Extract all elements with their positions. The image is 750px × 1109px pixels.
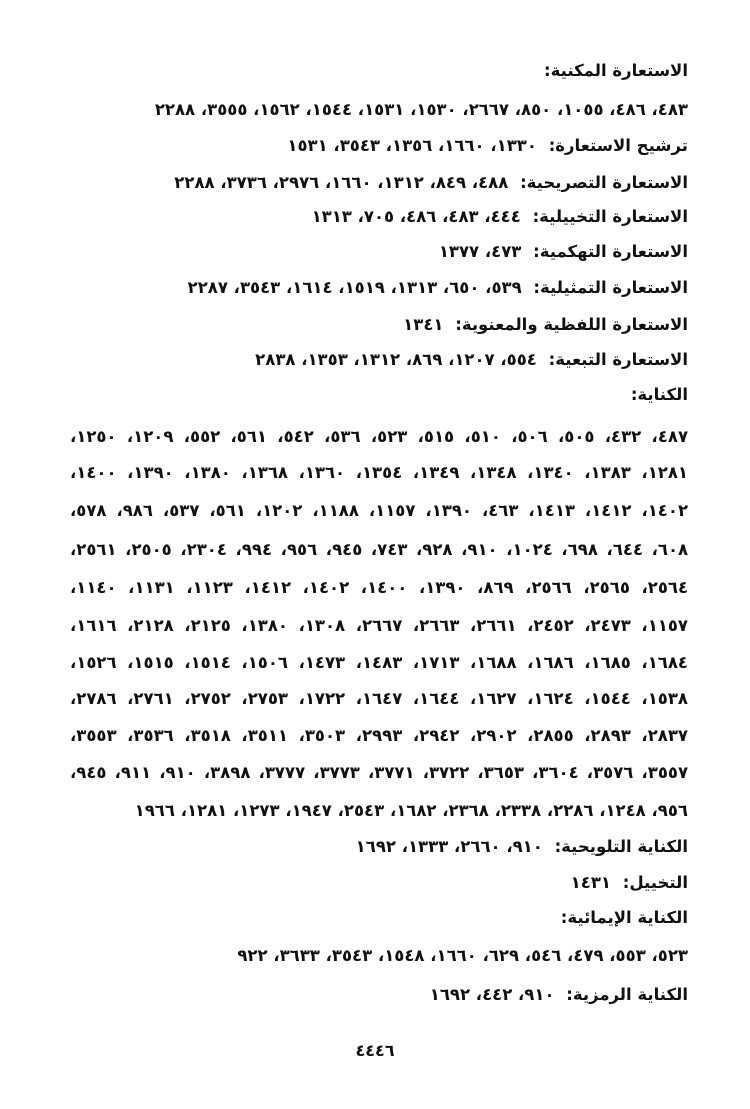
entry-numbers: ٥٥٤، ١٢٠٧، ٨٦٩، ١٣١٢، ١٣٥٣، ٢٨٣٨ <box>255 350 537 369</box>
entry-line <box>70 834 688 860</box>
entry-numbers: ٩١٠، ٢٦٦٠، ١٣٣٣، ١٦٩٢ <box>355 837 543 856</box>
entry-line <box>70 870 688 896</box>
kinaya-line: ١٤٠٢، ١٤١٢، ١٤١٣، ٤٦٣، ١٣٩٠، ١١٥٧، ١١٨٨، ١٢٠٢، ٥٦١، ٥٣٧، ٩٨٦، ٥٧٨، <box>70 501 688 520</box>
kinaya-line: ١١٥٧، ٢٤٧٣، ٢٤٥٢، ٢٦٦١، ٢٦٦٣، ٢٦٦٧، ١٣٠٨، ١٣٨٠، ٢١٢٥، ٢١٢٨، ١٦١٦، <box>70 616 688 635</box>
page-number: ٤٤٤٦ <box>355 1041 395 1060</box>
entry-label: الكناية التلويحية: <box>554 837 688 856</box>
kinaya-line: ١٥٣٨، ١٥٤٤، ١٦٢٤، ١٦٢٧، ١٦٤٤، ١٦٤٧، ١٧٢٢، ٢٧٥٣، ٢٧٥٢، ٢٧٦١، ٢٧٨٦، <box>70 689 688 708</box>
kinaya-line: ٦٠٨، ٦٤٤، ٦٩٨، ١٠٢٤، ٩١٠، ٩٢٨، ٧٤٣، ٩٤٥، ٩٥٦، ٩٩٤، ٢٣٠٤، ٢٥٠٥، ٢٥٦١، <box>70 540 688 559</box>
entry-line <box>70 133 688 159</box>
entry-line <box>70 982 688 1008</box>
entry-line <box>70 170 688 196</box>
entry-numbers: ٩١٠، ٤٤٢، ١٦٩٢ <box>429 985 555 1004</box>
entry-label: التخييل: <box>622 873 688 892</box>
entry-line <box>70 312 688 338</box>
entry-line <box>70 905 688 931</box>
entry-line <box>70 347 688 373</box>
entry-numbers: ١٤٣١ <box>570 873 611 892</box>
entry-line <box>70 204 688 230</box>
entry-line <box>70 58 688 84</box>
entry-numbers: ٥٢٣، ٥٥٣، ٤٧٩، ٥٤٦، ٦٢٩، ١٦٦٠، ١٥٤٨، ٣٥٤٣، ٣٦٣٣، ٩٢٢ <box>237 946 688 965</box>
entry-numbers: ٤٨٨، ٨٤٩، ١٣١٢، ١٦٦٠، ٢٩٧٦، ٣٧٣٦، ٢٢٨٨ <box>174 173 509 192</box>
entry-line <box>70 943 688 969</box>
kinaya-line: ١٦٨٤، ١٦٨٥، ١٦٨٦، ١٦٨٨، ١٧١٣، ١٤٨٣، ١٤٧٣، ١٥٠٦، ١٥١٤، ١٥١٥، ١٥٢٦، <box>70 653 688 672</box>
kinaya-line: ٩٥٦، ١٢٤٨، ٢٢٨٦، ٢٣٣٨، ٢٣٦٨، ١٦٨٢، ٢٥٤٣، ١٩٤٧، ١٢٧٣، ١٢٨١، ١٩٦٦ <box>134 801 688 820</box>
entry-numbers: ١٣٤١ <box>403 315 444 334</box>
entry-label: الاستعارة المكنية: <box>544 61 688 80</box>
kinaya-line: ٢٥٦٤، ٢٥٦٥، ٢٥٦٦، ٨٦٩، ١٣٩٠، ١٤٠٠، ١٤٠٢، ١٤١٢، ١١٢٣، ١١٣١، ١١٤٠، <box>70 578 688 597</box>
entry-label: الاستعارة التهكمية: <box>533 242 688 261</box>
entry-label: الاستعارة التخييلية: <box>532 207 688 226</box>
entry-numbers: ٤٤٤، ٤٨٣، ٤٨٦، ٧٠٥، ١٣١٣ <box>311 207 521 226</box>
entry-line <box>70 382 688 408</box>
entry-label: الاستعارة التمثيلية: <box>533 278 688 297</box>
entry-label: الاستعارة التبعية: <box>548 350 688 369</box>
entry-label: ترشيح الاستعارة: <box>548 136 688 155</box>
entry-numbers: ٥٣٩، ٦٥٠، ١٣١٣، ١٥١٩، ١٦١٤، ٣٥٤٣، ٢٢٨٧ <box>187 278 522 297</box>
entry-label: الاستعارة اللفظية والمعنوية: <box>455 315 688 334</box>
entry-label: الكناية: <box>630 385 688 404</box>
entry-label: الكناية الرمزية: <box>566 985 688 1004</box>
kinaya-line: ١٢٨١، ١٣٨٣، ١٣٤٠، ١٣٤٨، ١٣٤٩، ١٣٥٤، ١٣٦٠، ١٣٦٨، ١٣٨٠، ١٣٩٠، ١٤٠٠، <box>70 463 688 482</box>
entry-label: الكناية الإيمائية: <box>560 908 688 927</box>
entry-numbers: ٤٧٣، ١٣٧٧ <box>438 242 522 261</box>
index-page <box>70 0 688 1109</box>
kinaya-line: ٢٨٣٧، ٢٨٩٣، ٢٨٥٥، ٢٩٠٢، ٢٩٤٢، ٢٩٩٣، ٣٥٠٣، ٣٥١١، ٣٥١٨، ٣٥٣٦، ٣٥٥٣، <box>70 726 688 745</box>
entry-numbers: ١٣٣٠، ١٦٦٠، ١٣٥٦، ٣٥٤٣، ١٥٣١ <box>287 136 537 155</box>
entry-line <box>70 239 688 265</box>
entry-label: الاستعارة التصريحية: <box>520 173 688 192</box>
kinaya-line: ٤٨٧، ٤٣٢، ٥٠٥، ٥٠٦، ٥١٠، ٥١٥، ٥٢٣، ٥٣٦، ٥٤٢، ٥٦١، ٥٥٢، ١٢٠٩، ١٢٥٠، <box>70 427 688 446</box>
entry-line <box>70 97 688 123</box>
entry-line <box>70 275 688 301</box>
entry-numbers: ٤٨٣، ٤٨٦، ١٠٥٥، ٨٥٠، ٢٦٦٧، ١٥٣٠، ١٥٣١، ١٥٤٤، ١٥٦٢، ٣٥٥٥، ٢٢٨٨ <box>154 100 688 119</box>
kinaya-line: ٣٥٥٧، ٣٥٧٦، ٣٦٠٤، ٣٦٥٣، ٣٧٢٢، ٣٧٧١، ٣٧٧٣، ٣٧٧٧، ٣٨٩٨، ٩١٠، ٩١١، ٩٤٥، <box>70 763 688 782</box>
